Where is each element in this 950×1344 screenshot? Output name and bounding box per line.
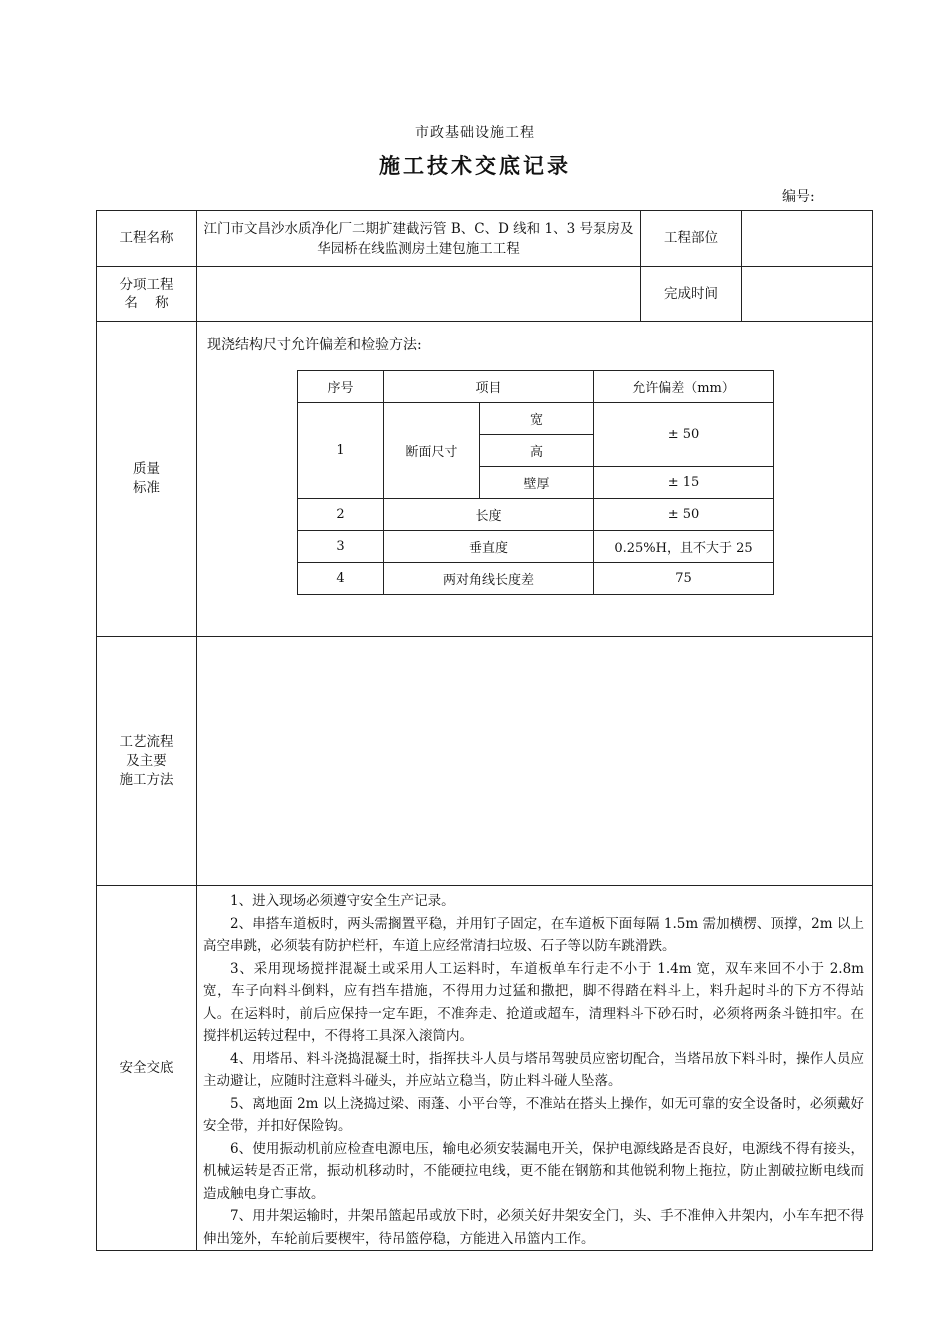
tolerance-row-2 — [298, 499, 774, 531]
project-name-value: 江门市文昌沙水质净化厂二期扩建截污管 B、C、D 线和 1、3 号泵房及华园桥在线监测房土建包施工工程 — [197, 211, 641, 267]
record-table — [96, 210, 873, 1251]
tolerance-header-row — [298, 371, 774, 403]
row3-no: 3 — [298, 531, 384, 563]
safety-item-2: 2、串搭车道板时，两头需搁置平稳，并用钉子固定，在车道板下面每隔 1.5m 需加横楞、顶撑，2m 以上高空串跳，必须装有防护栏杆，车道上应经常清扫垃圾、石子等以防车跳滑跌。 — [203, 915, 864, 954]
quality-standard-row — [97, 322, 873, 637]
row1-sub-width: 宽 — [480, 403, 594, 435]
safety-item-6: 6、使用振动机前应检查电源电压，输电必须安装漏电开关，保护电源线路是否良好，电源线不得有接头，机械运转是否正常，振动机移动时，不能硬拉电线，更不能在钢筋和其他锐利物上拖拉，防止割破拉断电线而造成触电身亡事故。 — [203, 1140, 864, 1202]
quality-standard-content — [197, 322, 873, 637]
sub-item-label-line-1: 分项工程 — [119, 277, 174, 293]
tolerance-row-3 — [298, 531, 774, 563]
project-name-row — [97, 211, 873, 267]
row1-item: 断面尺寸 — [384, 403, 480, 499]
tolerance-row-4 — [298, 563, 774, 595]
header-tolerance: 允许偏差（mm） — [594, 371, 774, 403]
row2-no: 2 — [298, 499, 384, 531]
document-title: 施工技术交底记录 — [379, 153, 571, 178]
sub-item-row — [97, 267, 873, 322]
process-label — [97, 637, 197, 886]
project-name-label: 工程名称 — [97, 211, 197, 267]
row2-item: 长度 — [384, 499, 594, 531]
process-content — [197, 637, 873, 886]
header-item: 项目 — [384, 371, 594, 403]
sub-item-label-line-2: 名 称 — [124, 295, 169, 311]
safety-item-5: 5、离地面 2m 以上浇捣过梁、雨蓬、小平台等，不准站在搭头上操作，如无可靠的安全设备时，必须戴好安全带，并扣好保险钩。 — [203, 1095, 864, 1134]
row4-no: 4 — [298, 563, 384, 595]
row2-tolerance: ± 50 — [594, 499, 774, 531]
row3-item: 垂直度 — [384, 531, 594, 563]
quality-standard-label — [97, 322, 197, 637]
project-part-label: 工程部位 — [641, 211, 742, 267]
safety-item-7: 7、用井架运输时，井架吊篮起吊或放下时，必须关好井架安全门，头、手不准伸入井架内，小车车把不得伸出笼外，车轮前后要楔牢，待吊篮停稳，方能进入吊篮内工作。 — [203, 1208, 864, 1247]
process-label-line-1: 工艺流程 — [119, 733, 174, 750]
tolerance-table — [297, 370, 774, 595]
safety-item-1: 1、进入现场必须遵守安全生产记录。 — [230, 893, 455, 909]
row1-no: 1 — [298, 403, 384, 499]
safety-row — [97, 886, 873, 1251]
row1-sub-wall: 壁厚 — [480, 467, 594, 499]
safety-item-4: 4、用塔吊、料斗浇捣混凝土时，指挥扶斗人员与塔吊驾驶员应密切配合，当塔吊放下料斗时，操作人员应主动避让，应随时注意料斗碰头，并应站立稳当，防止料斗碰人坠落。 — [203, 1050, 864, 1089]
row3-tolerance: 0.25%H，且不大于 25 — [594, 531, 774, 563]
quality-heading: 现浇结构尺寸允许偏差和检验方法: — [207, 337, 422, 353]
tolerance-row-1a — [298, 403, 774, 435]
sub-item-label — [97, 267, 197, 322]
row4-tolerance: 75 — [594, 563, 774, 595]
completion-time-label: 完成时间 — [641, 267, 742, 322]
project-part-value — [742, 211, 873, 267]
row1-tolerance-wall: ± 15 — [594, 467, 774, 499]
sub-item-value — [197, 267, 641, 322]
safety-item-3: 3、采用现场搅拌混凝土或采用人工运料时，车道板单车行走不小于 1.4m 宽，双车来回不小于 2.8m 宽，车子向料斗倒料，应有挡车措施，不得用力过猛和撒把，脚不得踏在料斗上，料升起时斗的下方不得站人。在运料时，前后应保持一定车距，不准奔走、抢道或超车，清理料斗下砂石时，必须将两条斗链扣牢。在搅拌机运转过程中，不得将工具深入滚筒内。 — [203, 960, 864, 1044]
process-row — [97, 637, 873, 886]
completion-time-value — [742, 267, 873, 322]
quality-label-line-2: 标准 — [133, 480, 160, 496]
row4-item: 两对角线长度差 — [384, 563, 594, 595]
row1-tolerance-width-height: ± 50 — [594, 403, 774, 467]
header-no: 序号 — [298, 371, 384, 403]
safety-content — [197, 886, 873, 1251]
safety-label: 安全交底 — [97, 886, 197, 1251]
document-subtitle: 市政基础设施工程 — [415, 125, 535, 141]
process-label-line-3: 施工方法 — [119, 771, 174, 788]
process-label-line-2: 及主要 — [126, 752, 167, 769]
row1-sub-height: 高 — [480, 435, 594, 467]
document-number-label: 编号: — [782, 189, 815, 205]
quality-label-line-1: 质量 — [133, 461, 160, 477]
